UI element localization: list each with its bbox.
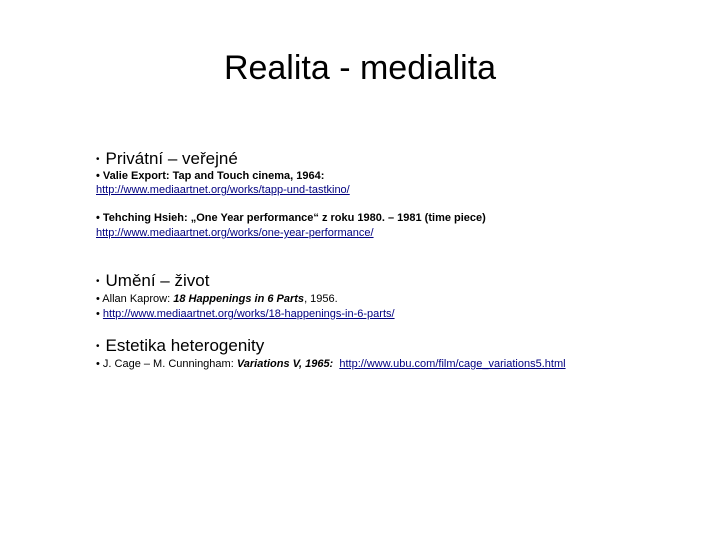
list-item-link-line bbox=[96, 183, 350, 198]
list-item: • Tehching Hsieh: „One Year performance“ z roku 1980. – 1981 (time piece) bbox=[96, 212, 486, 224]
slide-title: Realita - medialita bbox=[223, 49, 497, 87]
list-item-link-line bbox=[96, 307, 395, 322]
work-title: 18 Happenings in 6 Parts bbox=[173, 293, 305, 305]
list-item bbox=[96, 292, 338, 307]
list-item-link-line bbox=[96, 226, 374, 241]
list-item: • Valie Export: Tap and Touch cinema, 1964: bbox=[96, 170, 325, 182]
section-heading-private-public bbox=[96, 148, 238, 171]
section-heading-art-life bbox=[96, 270, 209, 293]
bullet-icon: • bbox=[96, 276, 100, 287]
heading-text: Privátní – veřejné bbox=[105, 149, 238, 168]
bullet-icon: • bbox=[96, 341, 100, 352]
list-item bbox=[96, 357, 566, 372]
item-prefix: • Allan Kaprow: bbox=[96, 293, 174, 305]
link-18-happenings[interactable]: http://www.mediaartnet.org/works/18-happenings-in-6-parts/ bbox=[102, 308, 395, 320]
item-bullet: • bbox=[96, 308, 103, 320]
link-cage-variations[interactable]: http://www.ubu.com/film/cage_variations5.html bbox=[339, 358, 566, 370]
bullet-icon: • bbox=[96, 154, 100, 165]
link-one-year-performance[interactable]: http://www.mediaartnet.org/works/one-year-performance/ bbox=[96, 227, 374, 239]
item-prefix: • J. Cage – M. Cunningham: bbox=[96, 358, 237, 370]
section-heading-heterogeneity bbox=[96, 335, 264, 358]
heading-text: Umění – život bbox=[105, 271, 210, 290]
link-tapp-und-tastkino[interactable]: http://www.mediaartnet.org/works/tapp-und-tastkino/ bbox=[96, 184, 350, 196]
work-title: Variations V, 1965: bbox=[236, 358, 334, 370]
heading-text: Estetika heterogenity bbox=[105, 336, 265, 355]
item-suffix: , 1956. bbox=[304, 293, 338, 305]
